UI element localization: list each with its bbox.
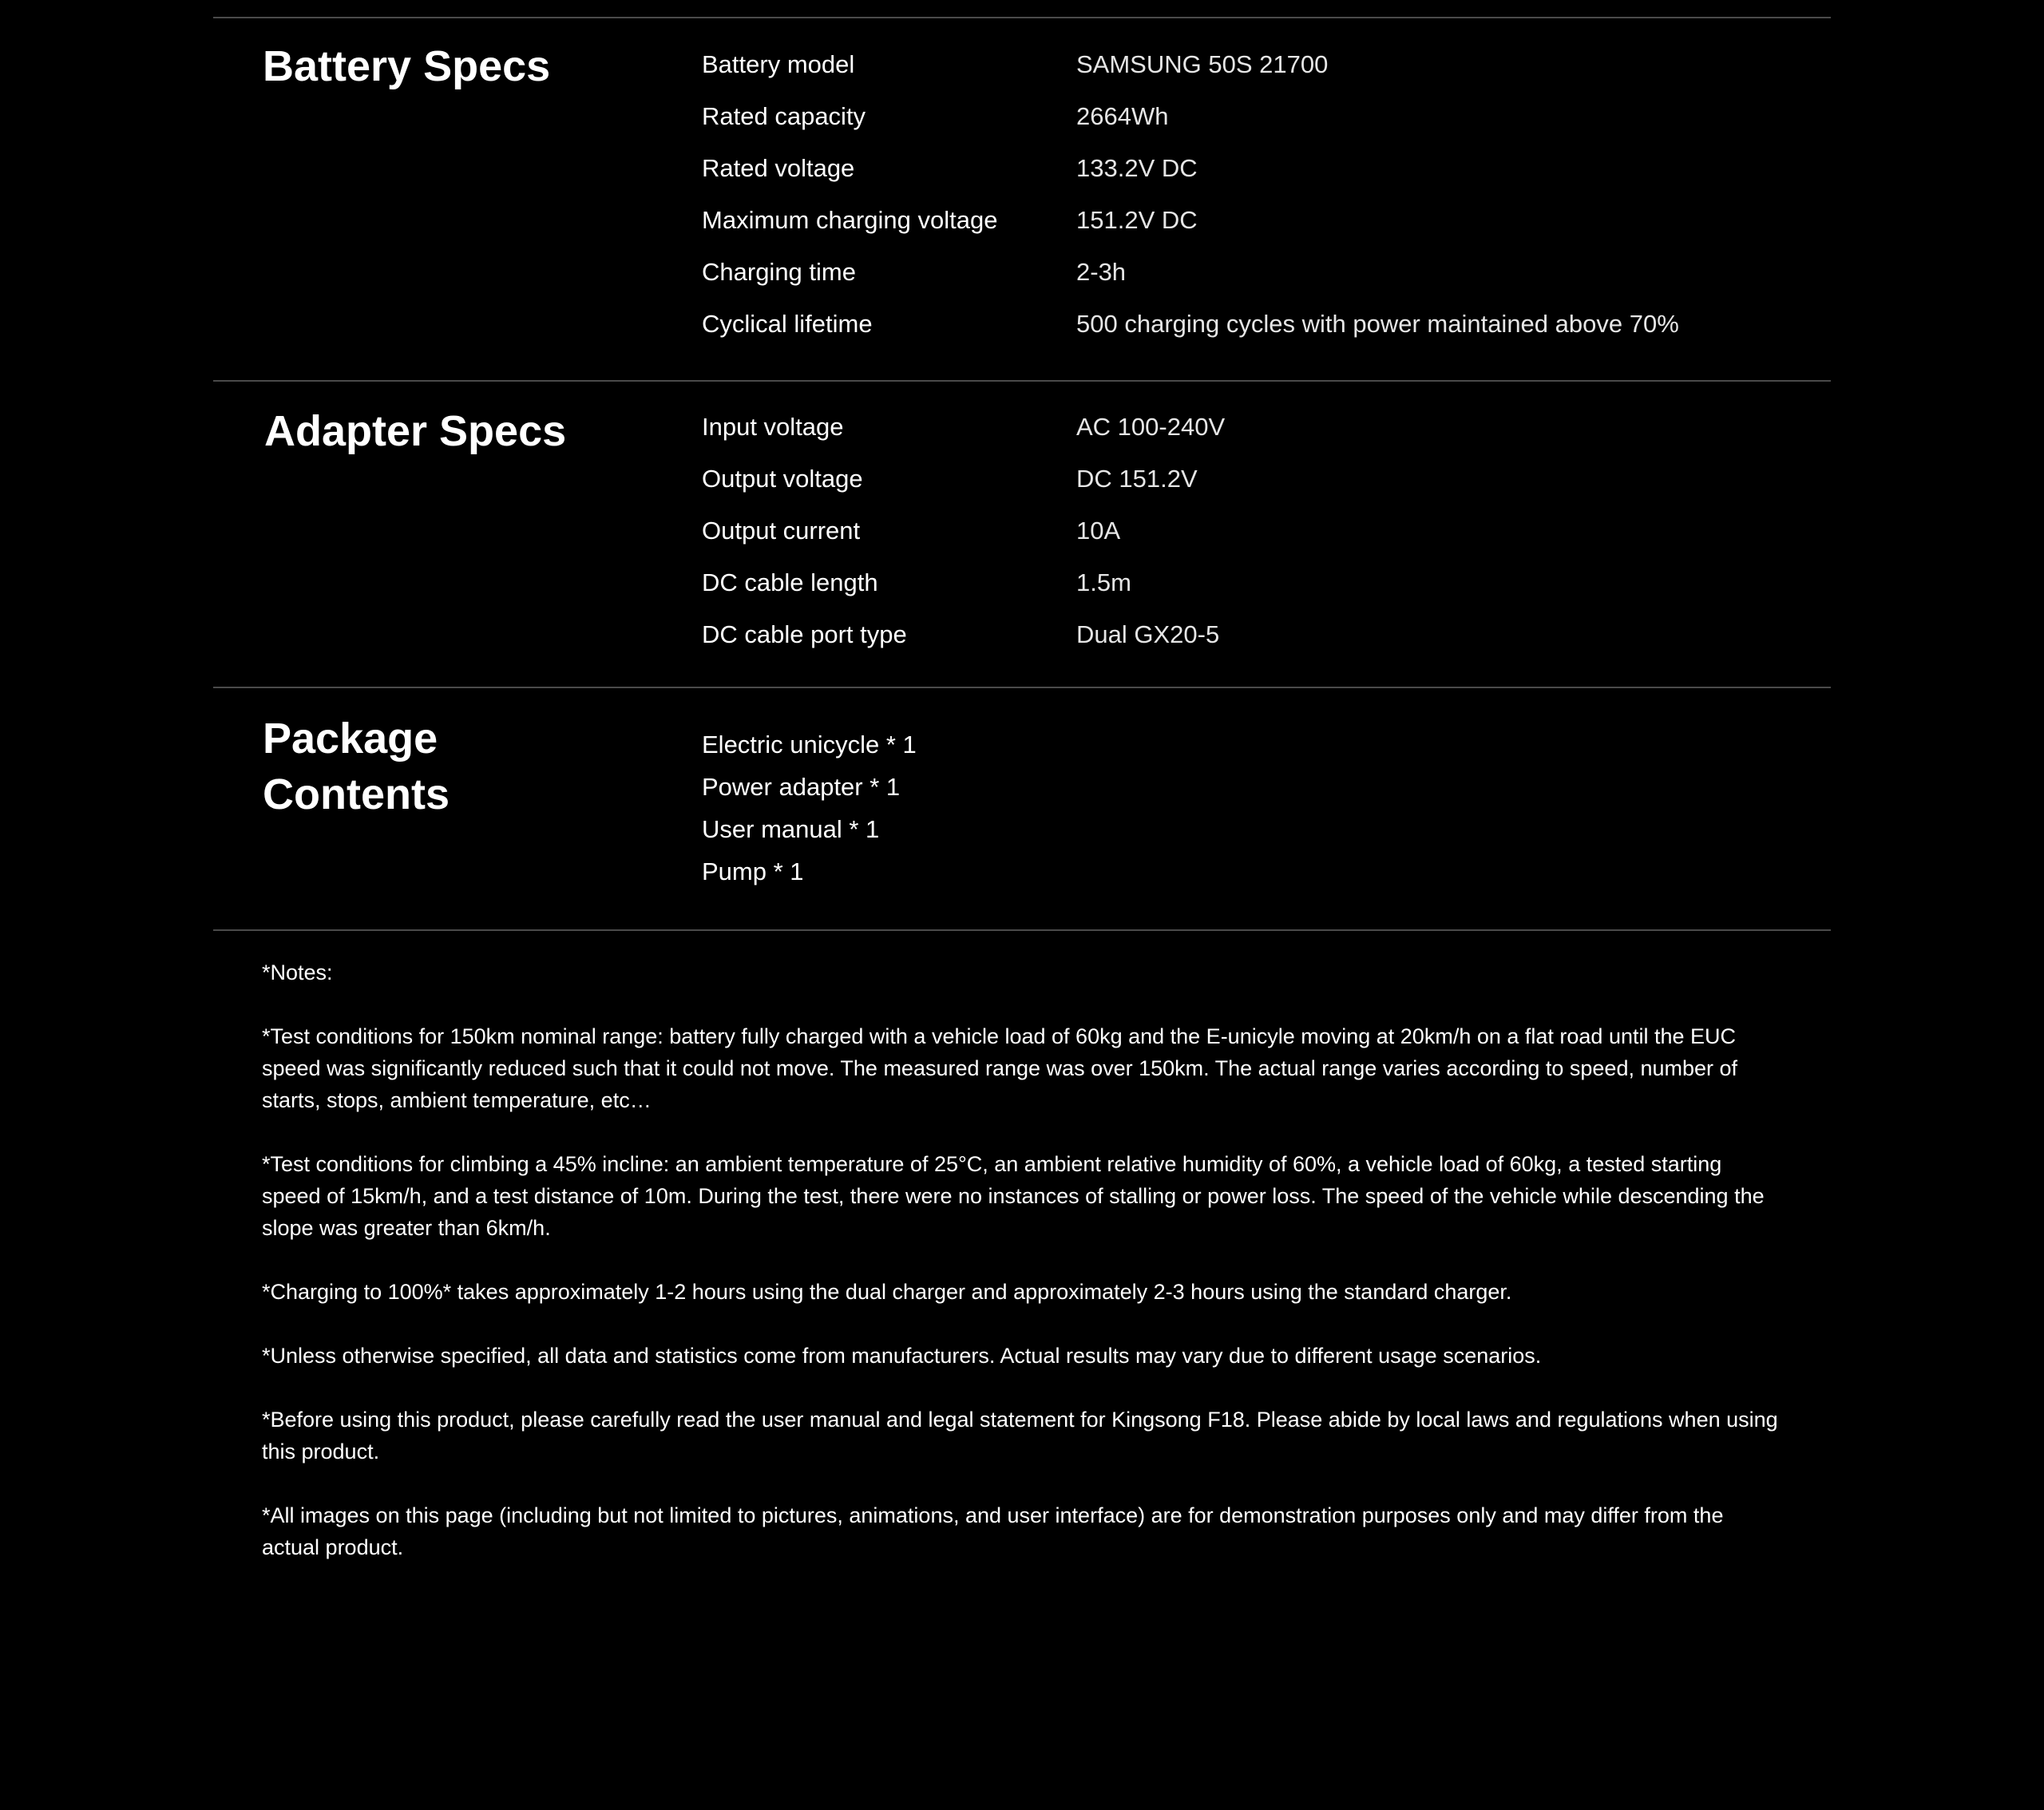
package-contents-list bbox=[702, 723, 917, 893]
package-title-line1: Package bbox=[263, 715, 438, 762]
package-title-line2: Contents bbox=[263, 770, 450, 818]
package-contents-title bbox=[263, 711, 450, 822]
note-paragraph: *Unless otherwise specified, all data and statistics come from manufacturers. Actual results may vary due to different usage scenarios. bbox=[262, 1344, 1542, 1368]
spec-value: 500 charging cycles with power maintained above 70% bbox=[1076, 310, 1679, 338]
divider-package bbox=[213, 929, 1831, 931]
spec-label: Rated voltage bbox=[702, 154, 855, 182]
spec-label: Input voltage bbox=[702, 413, 844, 441]
spec-label: Battery model bbox=[702, 50, 855, 78]
divider-adapter bbox=[213, 687, 1831, 688]
spec-value: DC 151.2V bbox=[1076, 465, 1198, 493]
package-item: Power adapter * 1 bbox=[702, 773, 901, 801]
spec-value: 10A bbox=[1076, 517, 1121, 545]
adapter-specs-title: Adapter Specs bbox=[264, 407, 567, 455]
notes-section bbox=[262, 956, 1779, 1595]
spec-value: 1.5m bbox=[1076, 568, 1131, 596]
note-paragraph: *Test conditions for climbing a 45% incline: an ambient temperature of 25°C, an ambient relative humidity of 60%, a vehicle load of 60kg, a tested starting speed of 15km/h, and a test distance of 10m. During the test, there were no instances of stalling or power loss. The speed of the vehicle while descending the slope was greater than 6km/h. bbox=[262, 1152, 1765, 1240]
package-item: Electric unicycle * 1 bbox=[702, 731, 917, 758]
spec-value: SAMSUNG 50S 21700 bbox=[1076, 50, 1329, 78]
package-item: User manual * 1 bbox=[702, 815, 880, 843]
divider-battery bbox=[213, 380, 1831, 382]
note-paragraph: *Charging to 100%* takes approximately 1-2 hours using the dual charger and approximately 2-3 hours using the standard charger. bbox=[262, 1280, 1512, 1304]
spec-label: Charging time bbox=[702, 258, 856, 286]
spec-value: 2664Wh bbox=[1076, 102, 1169, 130]
spec-label: Maximum charging voltage bbox=[702, 206, 998, 234]
spec-value: 151.2V DC bbox=[1076, 206, 1198, 234]
spec-label: Output current bbox=[702, 517, 861, 545]
spec-value: 133.2V DC bbox=[1076, 154, 1198, 182]
spec-label: Rated capacity bbox=[702, 102, 866, 130]
package-item: Pump * 1 bbox=[702, 857, 804, 885]
battery-specs-title: Battery Specs bbox=[263, 42, 551, 90]
spec-value: AC 100-240V bbox=[1076, 413, 1226, 441]
note-paragraph: *Test conditions for 150km nominal range: battery fully charged with a vehicle load of 60kg and the E-unicyle moving at 20km/h on a flat road until the EUC speed was significantly reduced such that it could not move. The measured range was over 150km. The actual range varies according to speed, number of starts, stops, ambient temperature, etc… bbox=[262, 1024, 1738, 1112]
spec-value: Dual GX20-5 bbox=[1076, 620, 1220, 648]
spec-label: Cyclical lifetime bbox=[702, 310, 873, 338]
notes-heading: *Notes: bbox=[262, 960, 333, 984]
note-paragraph: *Before using this product, please carefully read the user manual and legal statement for Kingsong F18. Please abide by local laws and regulations when using this product. bbox=[262, 1408, 1778, 1463]
spec-label: DC cable length bbox=[702, 568, 878, 596]
spec-label: Output voltage bbox=[702, 465, 863, 493]
note-paragraph: *All images on this page (including but not limited to pictures, animations, and user interface) are for demonstration purposes only and may differ from the actual product. bbox=[262, 1503, 1724, 1559]
spec-value: 2-3h bbox=[1076, 258, 1127, 286]
divider-top bbox=[213, 17, 1831, 18]
spec-label: DC cable port type bbox=[702, 620, 907, 648]
